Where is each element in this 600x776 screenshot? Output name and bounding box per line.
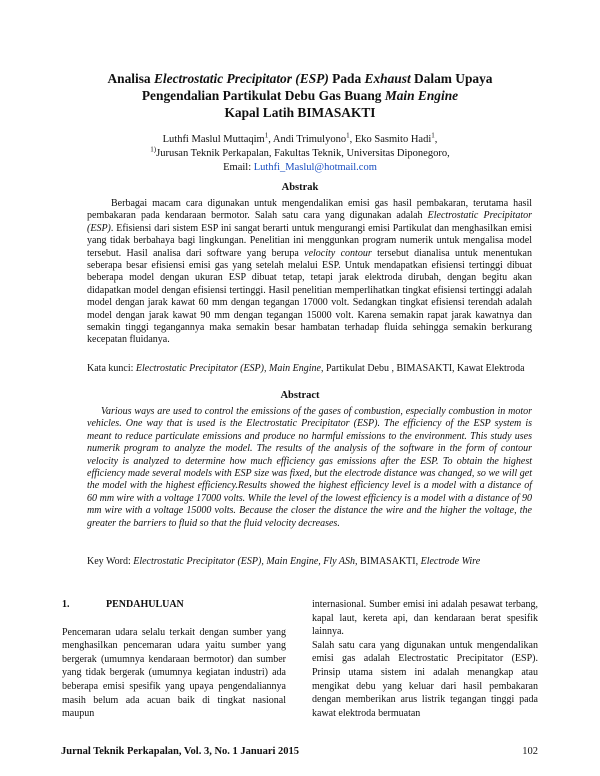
key-word: Key Word: Electrostatic Precipitator (ESP), Main Engine, Fly ASh, BIMASAKTI, Electrode Wire: [87, 556, 481, 567]
abstract-text: Various ways are used to control the emissions of the gases of combustion, especially combustion in motor vehicles. One way that is used is the Electrostatic Precipitator (ESP). The efficiency of the ESP system is meant to reduce particulate emissions and produce no harmful emissions to the environment. This study uses numerik program to analyze the model. The results of the analysis of the software in the form of contour velocity is analyzed to determine how much efficiency gas emissions after the ESP. To obtain the highest efficiency made several models with ESP size was fixed, but the electrode distance was changed, so we will get the model with the highest efficiency.Results showed the highest efficiency level is a model with a distance of 60 mm wire with a voltage 17000 volts. While the level of the lowest efficiency is a model with a distance of 90 mm wire with a voltage 15000 volts. Because the closer the distance the wire and the higher the voltage, the greater the barriers to fluid so that the fluid velocity decreases.: [87, 406, 532, 529]
right-column: [312, 598, 538, 720]
intro-paragraph-2: Salah satu cara yang digunakan untuk mengendalikan emisi gas adalah Electrostatic Precipitator (ESP). Prinsip utama sistem ini adalah menangkap atau mengikat debu yang keluar dari hasil pembakaran dengan memberikan arus listrik tegangan tinggi pada kawat elektroda bermuatan: [312, 639, 538, 719]
author-block: [90, 133, 510, 175]
section-heading: 1. PENDAHULUAN: [62, 599, 184, 610]
abstrak-heading: Abstrak: [281, 182, 319, 193]
journal-footer: Jurnal Teknik Perkapalan, Vol. 3, No. 1 Januari 2015: [61, 746, 300, 757]
paper-title: Analisa Electrostatic Precipitator (ESP) Pada Exhaust Dalam Upaya Pengendalian Partikulat Debu Gas Buang Main Engine Kapal Latih BIMASAKTI: [107, 71, 493, 120]
page-number: 102: [522, 746, 538, 757]
abstrak-text: Berbagai macam cara digunakan untuk mengendalikan emisi gas hasil pembakaran, terutama hasil pembakaran pada kendaraan bermotor. Salah satu cara yang digunakan adalah Electrostatic Precipitator (ESP). Efisiensi dari sistem ESP ini sangat berarti untuk mengurangi emisi Partikulat dan menghasilkan emisi yang tidak berbahaya bagi lingkungan. Penelitian ini menggunkan program numerik untuk mengalisa model tersebut. Hasil analisa dari software yang berupa velocity contour tersebut dianalisa untuk menentukan seberapa besar efisiensi emisi gas yang setelah melalui ESP. Untuk mendapatkan efisiensi tertinggi dibuat beberapa model dengan ukuran ESP dibuat tetap, tetapi jarak elektroda dirubah, dengan begitu akan didapatkan model dengan efisiensi tertinggi. Hasil penelitian memperlihatkan tingkat efisiensi tertinggi adalah model dengan jarak kawat 60 mm dengan tegangan 17000 volt. Sedangkan tingkat efisiensi terendah adalah model dengan jarak kawat 90 mm dengan tegangan 15000 volt. Karena semakin rapat jarak kawatnya dan semakin tinggi tegangannya maka semakin besar hambatan terhadap fluida sehingga semakin berkurang kecepatan fluidanya.: [87, 198, 532, 346]
author-list: Luthfi Maslul Muttaqim$^1$, Andi Trimulyono$^1$, Eko Sasmito Hadi$^1$,: [162, 131, 438, 145]
affiliation: $^{1)}$Jurusan Teknik Perkapalan, Fakultas Teknik, Universitas Diponegoro,: [150, 145, 450, 159]
intro-paragraph: Pencemaran udara selalu terkait dengan sumber yang menghasilkan pencemaran udara yaitu sumber yang bergerak (umumnya kendaraan bermotor) dan sumber yang tidak bergerak (umumnya kegiatan industri) ada beberapa emisi spesifik yang upaya pengendaliannya masih belum ada acuan baik di tingkat nasional maupun: [62, 626, 286, 720]
left-column: [62, 598, 286, 721]
email-link[interactable]: Luthfi_Maslul@hotmail.com: [253, 162, 377, 173]
abstract-heading: Abstract: [280, 390, 320, 401]
intro-paragraph-continued: internasional. Sumber emisi ini adalah pesawat terbang, kapal laut, kereta api, dan kendaraan berat spesifik lainnya.: [312, 599, 538, 638]
email-line: Email: Luthfi_Maslul@hotmail.com: [223, 162, 377, 173]
kata-kunci: Kata kunci: Electrostatic Precipitator (ESP), Main Engine, Partikulat Debu , BIMASAKTI, Kawat Elektroda: [87, 363, 525, 374]
